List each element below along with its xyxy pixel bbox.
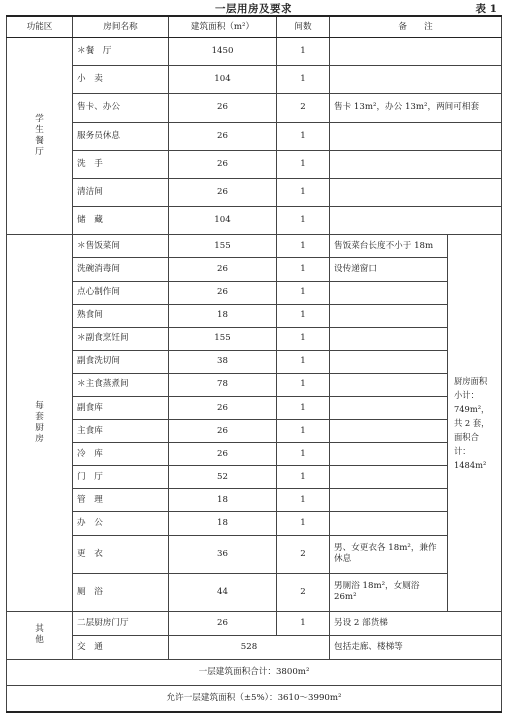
room-note [330, 350, 448, 373]
room-note [330, 66, 502, 94]
room-area: 104 [169, 66, 277, 94]
room-count: 1 [277, 373, 330, 396]
room-count: 1 [277, 235, 330, 258]
room-note [330, 150, 502, 178]
table-row [7, 573, 502, 611]
function-area-char: 厅 [35, 147, 44, 158]
function-area-other [7, 611, 73, 659]
room-note: 男、女更衣各 18m²，兼作休息 [330, 535, 448, 573]
function-area-char: 厨 [35, 422, 44, 433]
room-name: 储 藏 [73, 207, 169, 235]
allowed-area-row [7, 685, 502, 712]
room-note [330, 489, 448, 512]
room-name: 冷 库 [73, 443, 169, 466]
room-name: 洗 手 [73, 150, 169, 178]
room-area: 44 [169, 573, 277, 611]
table-body [7, 38, 502, 712]
room-note [330, 396, 448, 419]
room-note [330, 122, 502, 150]
room-area: 26 [169, 258, 277, 281]
room-name: 办 公 [73, 512, 169, 535]
room-area: 104 [169, 207, 277, 235]
room-area: 26 [169, 611, 277, 635]
room-note: 另设 2 部货梯 [330, 611, 502, 635]
room-area: 26 [169, 281, 277, 304]
room-note [330, 512, 448, 535]
room-name: 厕 浴 [73, 573, 169, 611]
room-area: 38 [169, 350, 277, 373]
room-name: 洗碗消毒间 [73, 258, 169, 281]
room-area: 26 [169, 420, 277, 443]
allowed-floor-area: 允许一层建筑面积（±5%）：3610～3990m² [7, 685, 502, 712]
room-count: 1 [277, 327, 330, 350]
function-area-char: 套 [35, 411, 44, 422]
room-area: 1450 [169, 38, 277, 66]
table-row [7, 66, 502, 94]
room-note [330, 304, 448, 327]
header-function-area: 功能区 [7, 16, 73, 38]
room-area: 155 [169, 235, 277, 258]
table-row [7, 235, 502, 258]
room-area: 78 [169, 373, 277, 396]
room-name: 门 厅 [73, 466, 169, 489]
table-row [7, 38, 502, 66]
function-area-char: 生 [35, 125, 44, 136]
room-count: 1 [277, 350, 330, 373]
room-name: 点心制作间 [73, 281, 169, 304]
table-title: 一层用房及要求 [215, 3, 292, 15]
function-area-kitchen [7, 235, 73, 611]
table-row [7, 396, 502, 419]
header-floor-area: 建筑面积（m²） [169, 16, 277, 38]
room-count: 1 [277, 420, 330, 443]
room-count: 1 [277, 207, 330, 235]
room-note: 售饭菜台长度不小于 18m [330, 235, 448, 258]
room-name: 更 衣 [73, 535, 169, 573]
room-area: 26 [169, 396, 277, 419]
room-name: ＊副食烹饪间 [73, 327, 169, 350]
room-note [330, 420, 448, 443]
table-row [7, 178, 502, 206]
room-note [330, 207, 502, 235]
room-count: 1 [277, 512, 330, 535]
function-area-char: 其 [35, 624, 44, 635]
room-name: 副食库 [73, 396, 169, 419]
room-area: 26 [169, 150, 277, 178]
room-count: 1 [277, 258, 330, 281]
table-row [7, 535, 502, 573]
room-name: ＊主食蒸煮间 [73, 373, 169, 396]
room-name: 熟食间 [73, 304, 169, 327]
header-remarks: 备 注 [330, 16, 502, 38]
room-count: 1 [277, 150, 330, 178]
total-floor-area: 一层建筑面积合计：3800m² [7, 659, 502, 685]
room-area: 26 [169, 443, 277, 466]
room-count: 1 [277, 443, 330, 466]
room-note [330, 373, 448, 396]
room-count: 1 [277, 466, 330, 489]
room-count: 2 [277, 535, 330, 573]
room-count: 1 [277, 38, 330, 66]
room-count: 2 [277, 94, 330, 122]
room-name: 服务员休息 [73, 122, 169, 150]
room-count: 1 [277, 304, 330, 327]
room-count: 1 [277, 66, 330, 94]
room-name: ＊餐 厅 [73, 38, 169, 66]
room-area: 52 [169, 466, 277, 489]
table-row [7, 150, 502, 178]
room-note: 设传递窗口 [330, 258, 448, 281]
room-count: 1 [277, 281, 330, 304]
room-area: 26 [169, 94, 277, 122]
room-area: 528 [169, 635, 330, 659]
room-note [330, 466, 448, 489]
room-note [330, 38, 502, 66]
total-row [7, 659, 502, 685]
room-count: 1 [277, 611, 330, 635]
table-row [7, 327, 502, 350]
room-count: 1 [277, 178, 330, 206]
table-row [7, 512, 502, 535]
header-room-count: 间数 [277, 16, 330, 38]
function-area-char: 学 [35, 114, 44, 125]
title-bar [0, 0, 507, 14]
room-note [330, 327, 448, 350]
room-area: 18 [169, 512, 277, 535]
room-name: 小 卖 [73, 66, 169, 94]
room-note [330, 178, 502, 206]
room-note: 包括走廊、楼梯等 [330, 635, 502, 659]
room-name: 售卡、办公 [73, 94, 169, 122]
table-row [7, 443, 502, 466]
table-row [7, 258, 502, 281]
function-area-student-canteen [7, 38, 73, 235]
table-row [7, 304, 502, 327]
room-area: 18 [169, 304, 277, 327]
table-row [7, 281, 502, 304]
table-row [7, 635, 502, 659]
room-note: 男厕浴 18m²，女厕浴 26m² [330, 573, 448, 611]
header-row [7, 16, 502, 38]
room-name: 管 理 [73, 489, 169, 512]
room-area: 26 [169, 178, 277, 206]
table-row [7, 350, 502, 373]
table-row [7, 207, 502, 235]
table-row [7, 122, 502, 150]
room-name: ＊售饭菜间 [73, 235, 169, 258]
table-row [7, 611, 502, 635]
table-row [7, 489, 502, 512]
room-area: 18 [169, 489, 277, 512]
table-row [7, 373, 502, 396]
room-area: 26 [169, 122, 277, 150]
room-note: 售卡 13m²，办公 13m²，两间可相套 [330, 94, 502, 122]
room-count: 1 [277, 396, 330, 419]
table-number: 表 1 [475, 3, 497, 15]
room-name: 交 通 [73, 635, 169, 659]
room-name: 副食洗切间 [73, 350, 169, 373]
room-count: 1 [277, 489, 330, 512]
room-requirements-table [6, 15, 502, 713]
room-area: 36 [169, 535, 277, 573]
function-area-char: 他 [35, 635, 44, 646]
header-room-name: 房间名称 [73, 16, 169, 38]
kitchen-subtotal: 厨房面积小计：749m²，共 2 套，面积合计：1484m² [448, 235, 502, 611]
room-note [330, 281, 448, 304]
room-name: 二层厨房门厅 [73, 611, 169, 635]
function-area-char: 餐 [35, 136, 44, 147]
room-name: 主食库 [73, 420, 169, 443]
room-count: 1 [277, 122, 330, 150]
room-note [330, 443, 448, 466]
room-count: 2 [277, 573, 330, 611]
table-row [7, 466, 502, 489]
function-area-char: 每 [35, 400, 44, 411]
room-area: 155 [169, 327, 277, 350]
function-area-char: 房 [35, 433, 44, 444]
room-name: 清洁间 [73, 178, 169, 206]
table-row [7, 420, 502, 443]
table-row [7, 94, 502, 122]
